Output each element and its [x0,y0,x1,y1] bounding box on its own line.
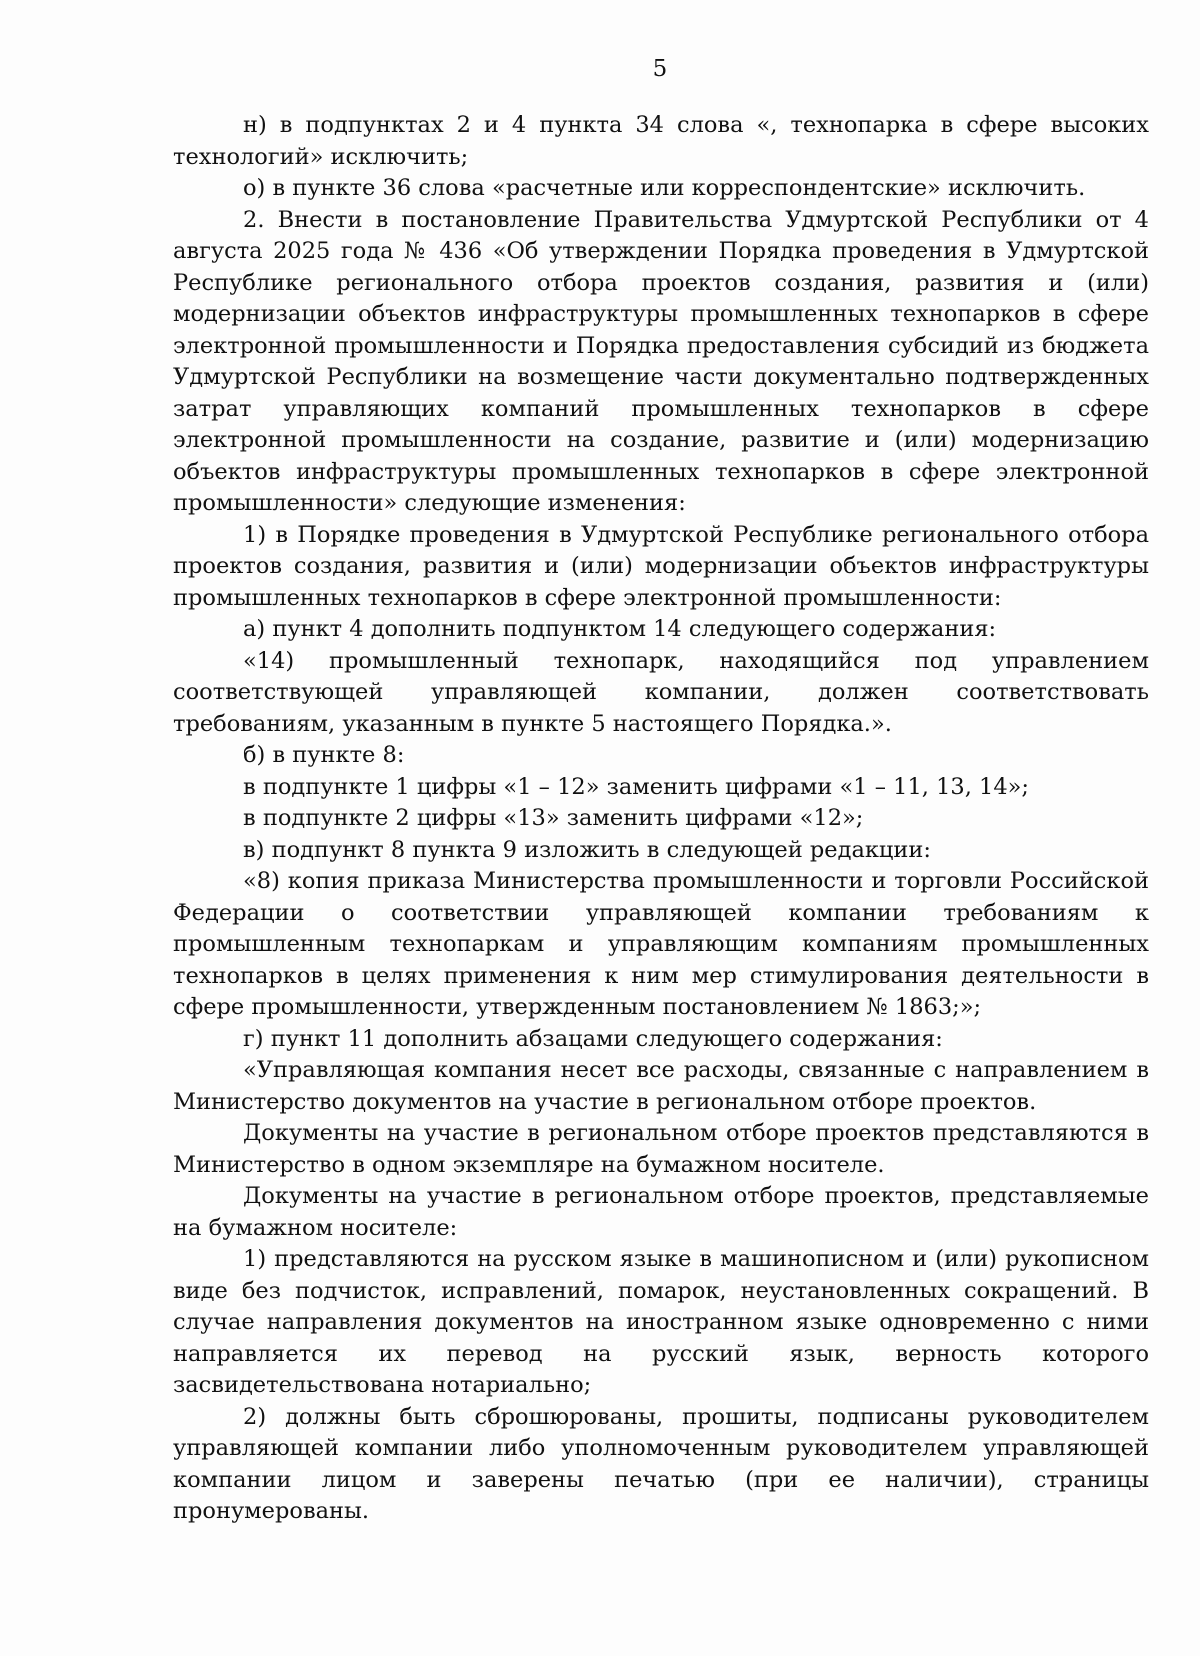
paragraph: «14) промышленный технопарк, находящийся под управлением соответствующей управляющей компании, должен соответствовать требованиям, указанным в пункте 5 настоящего Порядка.». [173,647,1149,737]
paragraph: в) подпункт 8 пункта 9 изложить в следующей редакции: [243,836,931,863]
paragraph: о) в пункте 36 слова «расчетные или корреспондентские» исключить. [243,175,1086,201]
paragraph: 2. Внести в постановление Правительства Удмуртской Республики от 4 августа 2025 года № 436 «Об утверждении Порядка проведения в Удмуртской Республике регионального отбора проектов создания, развития и (или) модернизации объектов инфраструктуры промышленных технопарков в сфере электронной промышленности и Порядка предоставления субсидий из бюджета Удмуртской Республики на возмещение части документально подтвержденных затрат управляющих компаний промышленных технопарков в сфере электронной промышленности на создание, развитие и (или) модернизацию объектов инфраструктуры промышленных технопарков в сфере электронной промышленности» следующие изменения: [173,206,1149,516]
paragraph: в подпункте 1 цифры «1 – 12» заменить цифрами «1 – 11, 13, 14»; [243,773,1029,800]
paragraph: 1) в Порядке проведения в Удмуртской Республике регионального отбора проектов создания, развития и (или) модернизации объектов инфраструктуры промышленных технопарков в сфере электронной промышленности: [173,521,1149,611]
paragraph: Документы на участие в региональном отборе проектов, представляемые на бумажном носителе: [173,1183,1149,1241]
paragraph: б) в пункте 8: [243,742,405,768]
paragraph: г) пункт 11 дополнить абзацами следующего содержания: [243,1025,943,1052]
paragraph: «Управляющая компания несет все расходы, связанные с направлением в Министерство документов на участие в региональном отборе проектов. [173,1057,1149,1115]
paragraph: «8) копия приказа Министерства промышленности и торговли Российской Федерации о соответствии управляющей компании требованиям к промышленным технопаркам и управляющим компаниям промышленных технопарков в целях применения к ним мер стимулирования деятельности в сфере промышленности, утвержденным постановлением № 1863;»; [173,868,1149,1020]
paragraph: 2) должны быть сброшюрованы, прошиты, подписаны руководителем управляющей компании либо уполномоченным руководителем управляющей компании лицом и заверены печатью (при ее наличии), страницы пронумерованы. [173,1403,1149,1524]
paragraph: Документы на участие в региональном отборе проектов представляются в Министерство в одном экземпляре на бумажном носителе. [173,1120,1149,1178]
paragraph: 1) представляются на русском языке в машинописном и (или) рукописном виде без подчисток, исправлений, помарок, неустановленных сокращений. В случае направления документов на иностранном языке одновременно с ними направляется их перевод на русский язык, верность которого засвидетельствована нотариально; [173,1246,1149,1398]
paragraph: н) в подпунктах 2 и 4 пункта 34 слова «, технопарка в сфере высоких технологий» исключить; [173,112,1149,170]
document-body [173,110,1149,1528]
paragraph: а) пункт 4 дополнить подпунктом 14 следующего содержания: [243,616,997,642]
page-number: 5 [652,56,668,82]
paragraph: в подпункте 2 цифры «13» заменить цифрами «12»; [243,805,864,831]
